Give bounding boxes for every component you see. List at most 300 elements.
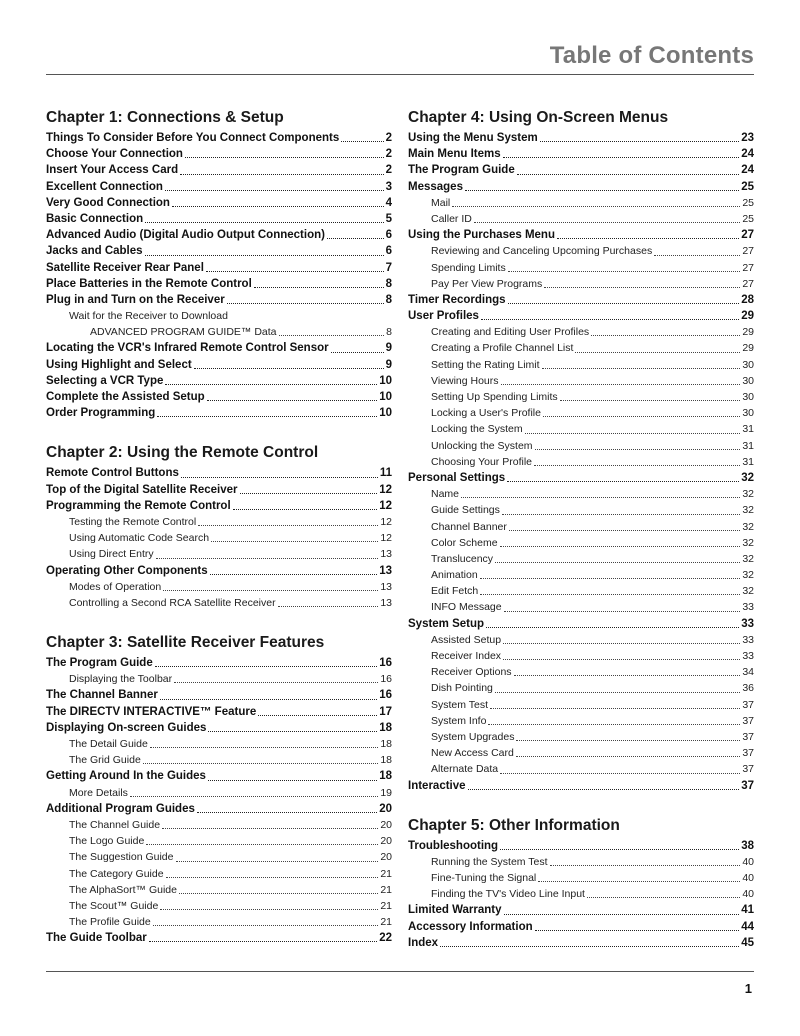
toc-entry-label: Name	[431, 488, 460, 501]
toc-entry-label: System Setup	[408, 617, 485, 630]
toc-entry[interactable]	[46, 211, 392, 227]
toc-entry[interactable]	[46, 671, 392, 687]
dot-leader	[208, 720, 377, 736]
toc-entry-page-number: 8	[385, 277, 392, 290]
toc-entry-label: Setting Up Spending Limits	[431, 391, 558, 403]
toc-entry[interactable]	[408, 308, 754, 324]
toc-entry-page-number: 28	[741, 293, 754, 306]
dot-leader	[517, 162, 739, 178]
toc-entry-page-number: 18	[379, 721, 392, 734]
toc-entry-page-number: 22	[379, 932, 392, 945]
toc-entry-label: Things To Consider Before You Connect Components	[46, 132, 340, 144]
dot-leader	[180, 162, 384, 178]
dot-leader	[490, 697, 740, 713]
toc-entry-label: Messages	[408, 180, 463, 193]
toc-entry-label: Locking a User's Profile	[431, 407, 541, 420]
toc-entry-page-number: 16	[379, 689, 392, 702]
toc-entry-label: New Access Card	[431, 747, 514, 760]
toc-entry[interactable]	[408, 486, 754, 502]
toc-entry-page-number: 7	[385, 261, 392, 274]
dot-leader	[165, 373, 377, 389]
toc-entry[interactable]	[408, 838, 754, 854]
toc-entry-page-number: 31	[742, 423, 754, 436]
dot-leader	[145, 211, 383, 227]
toc-entry[interactable]	[408, 551, 754, 567]
dot-leader	[172, 195, 384, 211]
toc-entry-page-number: 32	[742, 585, 754, 598]
toc-entry[interactable]	[408, 519, 754, 535]
toc-entry[interactable]	[46, 195, 392, 211]
toc-entry[interactable]	[408, 870, 754, 886]
toc-entry-label: Color Scheme	[431, 536, 498, 549]
dot-leader	[503, 648, 740, 664]
dot-leader	[500, 535, 741, 551]
toc-entry-label: System Info	[431, 714, 487, 727]
toc-entry-page-number: 10	[379, 407, 392, 420]
toc-entry-page-number: 29	[742, 342, 754, 355]
dot-leader	[150, 736, 379, 752]
toc-entry[interactable]	[46, 655, 392, 671]
toc-entry[interactable]	[408, 340, 754, 356]
toc-entry-label: Creating a Profile Channel List	[431, 342, 574, 355]
toc-entry-label: Guide Settings	[431, 504, 500, 517]
dot-leader	[488, 713, 740, 729]
dot-leader	[185, 146, 384, 162]
toc-entry-label: System Test	[431, 698, 488, 711]
toc-entry-page-number: 37	[741, 779, 754, 792]
toc-entry-label: Excellent Connection	[46, 180, 163, 193]
toc-entry[interactable]	[408, 421, 754, 437]
toc-entry[interactable]	[46, 276, 392, 292]
toc-entry[interactable]	[408, 162, 754, 178]
dot-leader	[181, 465, 378, 481]
toc-entry[interactable]	[46, 752, 392, 768]
toc-entry-label: Animation	[431, 569, 478, 582]
dot-leader	[211, 530, 378, 546]
toc-entry-page-number: 8	[386, 326, 392, 339]
toc-entry[interactable]	[46, 373, 392, 389]
toc-entry-label: Fine-Tuning the Signal	[431, 872, 537, 885]
toc-entry-label: Translucency	[431, 552, 494, 565]
toc-entry[interactable]	[408, 357, 754, 373]
dot-leader	[227, 292, 384, 308]
toc-entry-label: Creating and Editing User Profiles	[431, 326, 590, 339]
toc-entry-label: Interactive	[408, 779, 466, 792]
toc-entry-page-number: 12	[380, 532, 392, 545]
dot-leader	[461, 486, 740, 502]
toc-entry-label: Satellite Receiver Rear Panel	[46, 261, 204, 274]
toc-entry[interactable]	[46, 546, 392, 562]
toc-entry-page-number: 2	[385, 164, 392, 177]
toc-entry-page-number: 37	[742, 730, 754, 743]
toc-entry[interactable]	[46, 898, 392, 914]
toc-entry[interactable]	[408, 470, 754, 486]
toc-entry[interactable]	[46, 162, 392, 178]
toc-entry[interactable]	[46, 357, 392, 373]
toc-entry[interactable]	[408, 761, 754, 777]
toc-entry-list	[46, 130, 392, 421]
toc-entry-page-number: 44	[741, 920, 754, 933]
toc-entry[interactable]	[46, 720, 392, 736]
toc-entry-page-number: 30	[742, 374, 754, 387]
toc-entry[interactable]	[46, 687, 392, 703]
dot-leader	[240, 482, 378, 498]
toc-entry[interactable]	[408, 599, 754, 615]
top-divider	[46, 74, 754, 75]
chapter-section	[46, 108, 392, 421]
toc-entry[interactable]	[408, 211, 754, 227]
toc-entry-page-number: 25	[741, 180, 754, 193]
dot-leader	[501, 373, 741, 389]
toc-entry-label: Basic Connection	[46, 212, 144, 225]
toc-entry-page-number: 40	[742, 855, 754, 868]
dot-leader	[534, 454, 740, 470]
chapter-section	[408, 108, 754, 794]
toc-entry-list	[408, 838, 754, 951]
toc-entry-label: Spending Limits	[431, 261, 506, 274]
toc-entry-label: Controlling a Second RCA Satellite Receiver	[69, 596, 276, 609]
toc-entry-page-number: 37	[742, 714, 754, 727]
toc-entry[interactable]	[408, 195, 754, 211]
toc-entry[interactable]	[408, 276, 754, 292]
toc-entry[interactable]	[408, 454, 754, 470]
toc-entry-page-number: 16	[380, 673, 392, 686]
toc-entry-list	[408, 130, 754, 794]
dot-leader	[194, 357, 384, 373]
dot-leader	[258, 704, 377, 720]
toc-entry-label: User Profiles	[408, 310, 479, 323]
toc-entry[interactable]	[46, 227, 392, 243]
toc-entry[interactable]	[408, 886, 754, 902]
page-number: 1	[744, 981, 752, 996]
toc-entry[interactable]	[46, 930, 392, 946]
toc-entry[interactable]	[46, 308, 392, 324]
dot-leader	[174, 671, 378, 687]
toc-entry[interactable]	[46, 833, 392, 849]
toc-entry-page-number: 10	[379, 374, 392, 387]
toc-entry-label: Index	[408, 936, 439, 949]
toc-entry-label: The Channel Banner	[46, 689, 158, 702]
toc-entry-label: Top of the Digital Satellite Receiver	[46, 483, 238, 496]
dot-leader	[480, 567, 741, 583]
dot-leader	[508, 260, 741, 276]
dot-leader	[157, 405, 377, 421]
toc-entry-label: System Upgrades	[431, 730, 515, 743]
toc-entry[interactable]	[46, 704, 392, 720]
dot-leader	[654, 243, 740, 259]
dot-leader	[163, 579, 378, 595]
toc-entry[interactable]	[408, 179, 754, 195]
dot-leader	[481, 308, 739, 324]
toc-entry[interactable]	[408, 919, 754, 935]
toc-entry-page-number: 29	[742, 326, 754, 339]
dot-leader	[560, 389, 741, 405]
toc-entry-label: Operating Other Components	[46, 564, 208, 577]
toc-entry[interactable]	[46, 801, 392, 817]
toc-entry-label: The Detail Guide	[69, 738, 148, 750]
toc-entry-page-number: 25	[742, 212, 754, 225]
toc-entry[interactable]	[46, 340, 392, 356]
toc-entry-page-number: 27	[741, 229, 754, 242]
dot-leader	[208, 768, 377, 784]
toc-entry[interactable]	[408, 146, 754, 162]
toc-entry[interactable]	[46, 785, 392, 801]
toc-entry-label: Remote Control Buttons	[46, 467, 179, 480]
toc-entry-page-number: 21	[380, 867, 392, 880]
toc-entry[interactable]	[408, 502, 754, 518]
toc-entry[interactable]	[46, 768, 392, 784]
toc-entry-label: Receiver Index	[431, 650, 502, 662]
dot-leader	[543, 405, 740, 421]
toc-entry-page-number: 20	[379, 802, 392, 815]
toc-entry-page-number: 18	[380, 738, 392, 750]
toc-entry-label: Running the System Test	[431, 855, 548, 868]
dot-leader	[198, 514, 378, 530]
toc-entry[interactable]	[408, 324, 754, 340]
toc-entry[interactable]	[408, 243, 754, 259]
toc-entry[interactable]	[408, 935, 754, 951]
toc-entry[interactable]	[46, 482, 392, 498]
toc-entry[interactable]	[46, 595, 392, 611]
toc-entry[interactable]	[408, 854, 754, 870]
toc-entry[interactable]	[46, 465, 392, 481]
toc-entry[interactable]	[408, 373, 754, 389]
dot-leader	[341, 130, 383, 146]
dot-leader	[278, 595, 379, 611]
toc-entry-page-number: 31	[742, 439, 754, 452]
toc-entry[interactable]	[408, 405, 754, 421]
dot-leader	[452, 195, 740, 211]
toc-entry[interactable]	[408, 680, 754, 696]
toc-entry-page-number: 9	[385, 358, 392, 371]
toc-entry-label: Very Good Connection	[46, 196, 170, 209]
toc-entry[interactable]	[408, 697, 754, 713]
toc-entry-label: Troubleshooting	[408, 839, 499, 852]
toc-entry-page-number: 17	[379, 705, 392, 718]
toc-entry-label: Finding the TV's Video Line Input	[431, 888, 585, 901]
toc-entry[interactable]	[46, 849, 392, 865]
toc-entry-label: Modes of Operation	[69, 580, 162, 593]
toc-entry-page-number: 4	[385, 196, 392, 209]
toc-entry-label: Programming the Remote Control	[46, 499, 231, 512]
toc-entry[interactable]	[46, 563, 392, 579]
toc-entry-page-number: 30	[742, 407, 754, 420]
toc-entry-page-number: 41	[741, 904, 754, 917]
toc-entry-label: Locking the System	[431, 423, 523, 436]
toc-entry-label: Limited Warranty	[408, 904, 502, 917]
chapter-section	[408, 816, 754, 951]
toc-entry-page-number: 33	[741, 617, 754, 630]
toc-entry[interactable]	[46, 260, 392, 276]
toc-entry-page-number: 40	[742, 888, 754, 901]
dot-leader	[502, 502, 740, 518]
dot-leader	[550, 854, 741, 870]
toc-entry[interactable]	[46, 882, 392, 898]
bottom-divider	[46, 971, 754, 972]
toc-entry-label: Advanced Audio (Digital Audio Output Connection)	[46, 229, 325, 242]
dot-leader	[587, 886, 740, 902]
dot-leader	[507, 470, 739, 486]
toc-entry[interactable]	[46, 579, 392, 595]
toc-entry[interactable]	[408, 438, 754, 454]
dot-leader	[500, 838, 739, 854]
toc-entry[interactable]	[46, 736, 392, 752]
toc-entry[interactable]	[46, 530, 392, 546]
toc-entry-page-number: 20	[380, 818, 392, 831]
dot-leader	[503, 632, 740, 648]
toc-entry[interactable]	[408, 778, 754, 794]
toc-entry-page-number: 20	[380, 835, 392, 848]
dot-leader	[504, 902, 740, 918]
toc-entry-label: Getting Around In the Guides	[46, 770, 206, 783]
toc-entry[interactable]	[46, 146, 392, 162]
toc-entry[interactable]	[46, 292, 392, 308]
toc-entry-label: The Guide Toolbar	[46, 932, 147, 945]
toc-entry-page-number: 23	[741, 132, 754, 144]
toc-entry-label: Complete the Assisted Setup	[46, 391, 205, 403]
toc-entry-page-number: 11	[379, 467, 392, 480]
toc-entry[interactable]	[46, 130, 392, 146]
dot-leader	[143, 752, 379, 768]
toc-entry[interactable]	[46, 405, 392, 421]
dot-leader	[331, 340, 384, 356]
toc-entry[interactable]	[408, 227, 754, 243]
dot-leader	[480, 583, 740, 599]
toc-entry[interactable]	[408, 713, 754, 729]
toc-entry-page-number: 5	[385, 212, 392, 225]
toc-entry-label: Selecting a VCR Type	[46, 374, 164, 387]
toc-entry-label: Choose Your Connection	[46, 148, 183, 161]
page-title: Table of Contents	[549, 42, 754, 69]
toc-entry-label: Channel Banner	[431, 520, 507, 533]
toc-entry-label: Using Highlight and Select	[46, 358, 192, 371]
toc-entry-label: Receiver Options	[431, 666, 512, 679]
toc-entry[interactable]	[408, 130, 754, 146]
toc-entry-label: The Scout™ Guide	[69, 899, 159, 912]
toc-entry[interactable]	[408, 616, 754, 632]
toc-entry[interactable]	[408, 729, 754, 745]
toc-entry-page-number: 12	[380, 515, 392, 528]
dot-leader	[514, 664, 741, 680]
toc-entry-label: The Program Guide	[46, 657, 153, 670]
dot-leader	[165, 179, 384, 195]
dot-leader	[210, 563, 378, 579]
toc-entry[interactable]	[408, 535, 754, 551]
toc-entry-page-number: 13	[380, 596, 392, 609]
dot-leader	[254, 276, 384, 292]
dot-leader	[495, 551, 740, 567]
toc-entry[interactable]	[46, 866, 392, 882]
toc-entry-page-number: 27	[742, 245, 754, 258]
toc-entry-page-number: 37	[742, 698, 754, 711]
toc-entry[interactable]	[408, 902, 754, 918]
chapter-title: Chapter 4: Using On-Screen Menus	[408, 109, 669, 126]
toc-entry-label: The AlphaSort™ Guide	[69, 883, 177, 896]
dot-leader	[160, 898, 378, 914]
dot-leader	[179, 882, 378, 898]
toc-entry[interactable]	[408, 389, 754, 405]
toc-entry-page-number: 10	[379, 391, 392, 403]
chapter-section	[46, 633, 392, 946]
toc-entry[interactable]	[408, 745, 754, 761]
toc-entry-page-number: 29	[741, 310, 754, 323]
toc-entry[interactable]	[46, 498, 392, 514]
toc-entry[interactable]	[408, 632, 754, 648]
toc-entry-label: Dish Pointing	[431, 682, 493, 695]
toc-entry-label: Reviewing and Canceling Upcoming Purchases	[431, 245, 653, 258]
dot-leader	[516, 745, 740, 761]
toc-entry-label: Pay Per View Programs	[431, 277, 543, 290]
dot-leader	[207, 389, 378, 405]
toc-entry[interactable]	[408, 648, 754, 664]
toc-entry[interactable]	[46, 179, 392, 195]
toc-entry-label: Edit Fetch	[431, 585, 479, 598]
toc-entry[interactable]	[46, 914, 392, 930]
dot-leader	[166, 866, 379, 882]
dot-leader	[486, 616, 739, 632]
toc-entry-page-number: 36	[742, 682, 754, 695]
dot-leader	[162, 817, 378, 833]
toc-entry-page-number: 27	[742, 261, 754, 274]
dot-leader	[508, 292, 740, 308]
dot-leader	[474, 211, 740, 227]
toc-entry-page-number: 13	[380, 580, 392, 593]
toc-entry[interactable]	[46, 243, 392, 259]
toc-entry-label: Locating the VCR's Infrared Remote Control Sensor	[46, 342, 329, 355]
dot-leader	[153, 914, 379, 930]
toc-entry-list	[46, 655, 392, 946]
toc-entry-page-number: 37	[742, 763, 754, 776]
toc-entry-page-number: 45	[741, 936, 754, 949]
toc-entry[interactable]	[408, 583, 754, 599]
toc-entry[interactable]	[408, 567, 754, 583]
dot-leader	[146, 833, 378, 849]
toc-entry-label: Main Menu Items	[408, 148, 501, 161]
dot-leader	[500, 761, 740, 777]
dot-leader	[544, 276, 740, 292]
toc-entry-page-number: 32	[742, 488, 754, 501]
dot-leader	[206, 260, 384, 276]
toc-entry-page-number: 2	[385, 148, 392, 161]
toc-entry[interactable]	[408, 260, 754, 276]
toc-entry-label: Viewing Hours	[431, 374, 499, 387]
dot-leader	[465, 179, 739, 195]
toc-entry[interactable]	[46, 817, 392, 833]
toc-entry-label: Caller ID	[431, 212, 472, 225]
toc-entry-page-number: 33	[742, 633, 754, 646]
toc-left-column	[46, 108, 392, 946]
toc-entry[interactable]	[408, 664, 754, 680]
toc-entry-page-number: 32	[742, 504, 754, 517]
toc-entry[interactable]	[46, 514, 392, 530]
toc-entry-page-number: 12	[379, 483, 392, 496]
toc-entry-page-number: 31	[742, 455, 754, 468]
toc-entry[interactable]	[408, 292, 754, 308]
toc-entry-label: The Program Guide	[408, 164, 515, 177]
toc-entry-page-number: 21	[380, 899, 392, 912]
toc-entry[interactable]	[46, 389, 392, 405]
toc-entry-label: Alternate Data	[431, 763, 499, 776]
chapter-title: Chapter 1: Connections & Setup	[46, 109, 284, 126]
chapter-title: Chapter 3: Satellite Receiver Features	[46, 634, 325, 652]
toc-entry[interactable]	[46, 324, 392, 340]
toc-entry-label: The Category Guide	[69, 867, 164, 880]
toc-entry-label: The Profile Guide	[69, 916, 151, 929]
toc-entry-page-number: 32	[742, 520, 754, 533]
toc-entry-label: Mail	[431, 196, 451, 209]
toc-entry-label: Testing the Remote Control	[69, 515, 197, 528]
dot-leader	[327, 227, 384, 243]
